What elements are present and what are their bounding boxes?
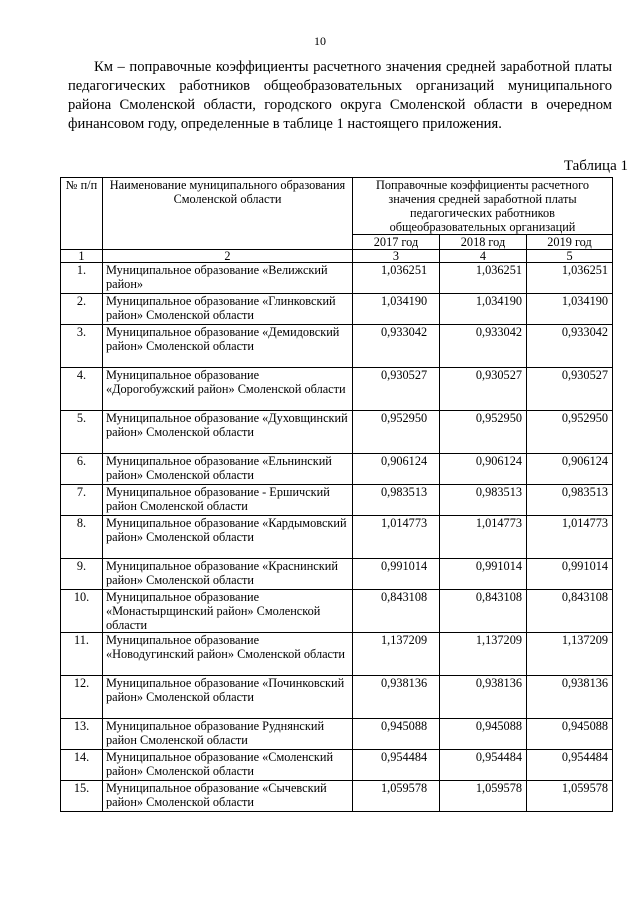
coef-2018: 0,933042 [440, 325, 527, 368]
municipality-name: Муниципальное образование «Дорогобужский район» Смоленской области [103, 368, 353, 411]
coef-2018: 1,036251 [440, 263, 527, 294]
table-row [61, 750, 613, 781]
row-number: 15. [61, 781, 103, 812]
row-number: 4. [61, 368, 103, 411]
coef-2018: 1,059578 [440, 781, 527, 812]
coef-2019: 1,014773 [527, 516, 613, 559]
row-number: 8. [61, 516, 103, 559]
coef-2017: 1,034190 [353, 294, 440, 325]
coef-2019: 0,945088 [527, 719, 613, 750]
table-row [61, 454, 613, 485]
coef-2018: 0,952950 [440, 411, 527, 454]
column-number: 3 [353, 250, 440, 263]
municipality-name: Муниципальное образование «Кардымовский район» Смоленской области [103, 516, 353, 559]
row-number: 7. [61, 485, 103, 516]
table-row [61, 633, 613, 676]
table-row [61, 559, 613, 590]
row-number: 11. [61, 633, 103, 676]
column-number: 4 [440, 250, 527, 263]
coef-2018: 0,991014 [440, 559, 527, 590]
coef-2019: 0,933042 [527, 325, 613, 368]
header-coefficients: Поправочные коэффициенты расчетного значения средней заработной платы педагогических работников общеобразовательных организаций [353, 178, 613, 235]
coef-2019: 0,991014 [527, 559, 613, 590]
coef-2019: 1,034190 [527, 294, 613, 325]
coef-2017: 0,906124 [353, 454, 440, 485]
row-number: 14. [61, 750, 103, 781]
coefficients-table [60, 177, 613, 812]
coef-2018: 0,954484 [440, 750, 527, 781]
table-row [61, 590, 613, 633]
municipality-name: Муниципальное образование «Сычевский район» Смоленской области [103, 781, 353, 812]
coef-2019: 1,036251 [527, 263, 613, 294]
column-number: 1 [61, 250, 103, 263]
coef-2017: 0,930527 [353, 368, 440, 411]
municipality-name: Муниципальное образование «Монастырщинский район» Смоленской области [103, 590, 353, 633]
coef-2018: 0,930527 [440, 368, 527, 411]
row-number: 2. [61, 294, 103, 325]
coef-2019: 1,137209 [527, 633, 613, 676]
municipality-name: Муниципальное образование Руднянский район Смоленской области [103, 719, 353, 750]
municipality-name: Муниципальное образование «Ельнинский район» Смоленской области [103, 454, 353, 485]
coef-2018: 1,014773 [440, 516, 527, 559]
coef-2018: 0,843108 [440, 590, 527, 633]
coef-2017: 1,137209 [353, 633, 440, 676]
table-row [61, 263, 613, 294]
column-number: 5 [527, 250, 613, 263]
intro-paragraph: Км – поправочные коэффициенты расчетного значения средней заработной платы педагогических работников общеобразовательных организаций муниципального района Смоленской области, городского округа Смоленской области в очередном финансовом году, определенные в таблице 1 настоящего приложения. [68, 59, 612, 132]
coef-2017: 0,991014 [353, 559, 440, 590]
municipality-name: Муниципальное образование «Глинковский район» Смоленской области [103, 294, 353, 325]
table-row [61, 485, 613, 516]
municipality-name: Муниципальное образование «Смоленский район» Смоленской области [103, 750, 353, 781]
coef-2019: 0,983513 [527, 485, 613, 516]
coef-2018: 0,983513 [440, 485, 527, 516]
municipality-name: Муниципальное образование - Ершичский район Смоленской области [103, 485, 353, 516]
coef-2017: 1,014773 [353, 516, 440, 559]
coef-2017: 0,952950 [353, 411, 440, 454]
coef-2019: 0,843108 [527, 590, 613, 633]
row-number: 9. [61, 559, 103, 590]
row-number: 12. [61, 676, 103, 719]
table-row [61, 719, 613, 750]
coef-2019: 0,954484 [527, 750, 613, 781]
header-name: Наименование муниципального образования Смоленской области [103, 178, 353, 250]
coef-2017: 0,954484 [353, 750, 440, 781]
coef-2019: 1,059578 [527, 781, 613, 812]
column-number: 2 [103, 250, 353, 263]
coef-2018: 0,945088 [440, 719, 527, 750]
coef-2017: 0,843108 [353, 590, 440, 633]
row-number: 5. [61, 411, 103, 454]
table-row [61, 781, 613, 812]
header-year-2019: 2019 год [527, 235, 613, 250]
row-number: 10. [61, 590, 103, 633]
table-row [61, 325, 613, 368]
coef-2018: 1,137209 [440, 633, 527, 676]
table-row [61, 294, 613, 325]
table-row [61, 411, 613, 454]
table-row [61, 368, 613, 411]
row-number: 1. [61, 263, 103, 294]
municipality-name: Муниципальное образование «Краснинский район» Смоленской области [103, 559, 353, 590]
coef-2019: 0,930527 [527, 368, 613, 411]
header-year-2017: 2017 год [353, 235, 440, 250]
page-number: 10 [314, 34, 326, 48]
municipality-name: Муниципальное образование «Велижский район» [103, 263, 353, 294]
coef-2017: 0,983513 [353, 485, 440, 516]
coef-2019: 0,906124 [527, 454, 613, 485]
table-caption: Таблица 1 [563, 158, 628, 174]
municipality-name: Муниципальное образование «Демидовский район» Смоленской области [103, 325, 353, 368]
coef-2018: 1,034190 [440, 294, 527, 325]
municipality-name: Муниципальное образование «Новодугинский район» Смоленской области [103, 633, 353, 676]
coef-2018: 0,938136 [440, 676, 527, 719]
municipality-name: Муниципальное образование «Починковский район» Смоленской области [103, 676, 353, 719]
municipality-name: Муниципальное образование «Духовщинский район» Смоленской области [103, 411, 353, 454]
table-row [61, 676, 613, 719]
coef-2018: 0,906124 [440, 454, 527, 485]
row-number: 13. [61, 719, 103, 750]
coef-2019: 0,938136 [527, 676, 613, 719]
table-row [61, 516, 613, 559]
row-number: 3. [61, 325, 103, 368]
row-number: 6. [61, 454, 103, 485]
header-year-2018: 2018 год [440, 235, 527, 250]
coef-2017: 0,933042 [353, 325, 440, 368]
coef-2017: 1,036251 [353, 263, 440, 294]
coef-2017: 0,945088 [353, 719, 440, 750]
coef-2017: 0,938136 [353, 676, 440, 719]
coef-2019: 0,952950 [527, 411, 613, 454]
header-number: № п/п [61, 178, 103, 250]
coef-2017: 1,059578 [353, 781, 440, 812]
